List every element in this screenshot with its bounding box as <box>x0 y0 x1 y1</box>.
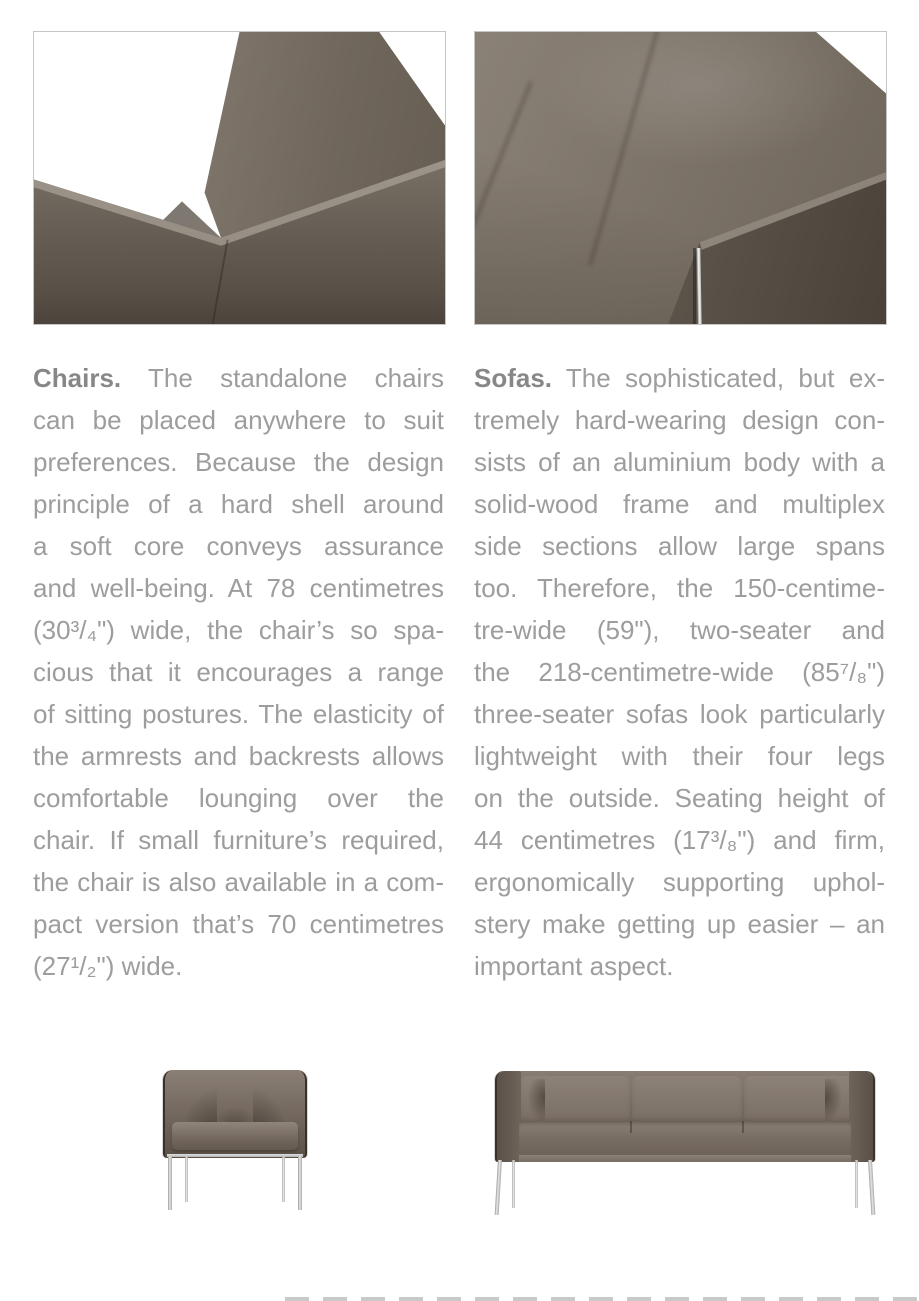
sofa-closeup-photo <box>474 31 887 325</box>
text-line <box>33 357 444 399</box>
sofa-front-right-leg <box>868 1160 875 1215</box>
sofa-rear-left-leg <box>512 1160 515 1208</box>
page-bottom-trim-marks <box>285 1297 919 1301</box>
text-line: ergonomically supporting uphol- <box>474 867 885 897</box>
sofa-rear-right-leg <box>855 1160 858 1208</box>
text-line: on the outside. Seating height of <box>474 783 885 813</box>
text-line: principle of a hard shell around <box>33 489 444 519</box>
text-line: sists of an aluminium body with a <box>474 447 885 477</box>
text-line-rest: The standalone chairs <box>148 363 444 393</box>
text-line: the armrests and backrests allows <box>33 741 444 771</box>
text-line: can be placed anywhere to suit <box>33 405 444 435</box>
sofa-product-image <box>495 1071 875 1215</box>
chairs-text-column <box>33 357 444 987</box>
text-line: tremely hard-wearing design con- <box>474 405 885 435</box>
sofa-front-edge <box>519 1155 851 1162</box>
text-line: pact version that’s 70 centimetres <box>33 909 444 939</box>
chair-rear-left-leg <box>185 1156 188 1202</box>
text-line: important aspect. <box>474 951 674 981</box>
text-line: lightweight with their four legs <box>474 741 885 771</box>
text-line: cious that it encourages a range <box>33 657 444 687</box>
sofa-front-left-leg <box>495 1160 502 1215</box>
text-line: stery make getting up easier – an <box>474 909 885 939</box>
sofa-right-arm-crease <box>825 1079 853 1125</box>
chairs-heading: Chairs. <box>33 363 122 393</box>
text-line: of sitting postures. The elasticity of <box>33 699 444 729</box>
sofa-body <box>495 1071 875 1162</box>
chair-product-image <box>163 1070 307 1212</box>
sofa-back-cushion <box>632 1076 742 1126</box>
text-line: tre-wide (59"), two-seater and <box>474 615 885 645</box>
text-line: and well-being. At 78 centimetres <box>33 573 444 603</box>
text-line-rest: The sophisticated, but ex- <box>565 363 885 393</box>
text-line: a soft core conveys assurance <box>33 531 444 561</box>
text-line: 44 centimetres (17³/₈") and firm, <box>474 825 885 855</box>
sofa-seat-seam <box>630 1121 632 1133</box>
chair-front-right-leg <box>298 1156 302 1210</box>
chair-seat-cushion <box>172 1122 298 1150</box>
text-line: three-seater sofas look particularly <box>474 699 885 729</box>
text-line: (30³/₄") wide, the chair’s so spa- <box>33 615 444 645</box>
sofa-left-arm-crease <box>517 1079 545 1125</box>
chair-body <box>163 1070 307 1158</box>
text-line: comfortable lounging over the <box>33 783 444 813</box>
text-line: solid-wood frame and multiplex <box>474 489 885 519</box>
text-line: side sections allow large spans <box>474 531 885 561</box>
text-line: the chair is also available in a com- <box>33 867 444 897</box>
chair-front-left-leg <box>168 1156 172 1210</box>
text-line: too. Therefore, the 150-centime- <box>474 573 885 603</box>
sofa-seat-seam <box>742 1121 744 1133</box>
text-line <box>474 357 885 399</box>
sofas-text-column <box>474 357 885 987</box>
chair-closeup-photo <box>33 31 446 325</box>
text-line: preferences. Because the design <box>33 447 444 477</box>
sofas-heading: Sofas. <box>474 363 553 393</box>
text-line: the 218-centimetre-wide (85⁷/₈") <box>474 657 885 687</box>
chair-rear-right-leg <box>282 1156 285 1202</box>
text-line: (27¹/₂") wide. <box>33 951 183 981</box>
text-line: chair. If small furniture’s required, <box>33 825 444 855</box>
